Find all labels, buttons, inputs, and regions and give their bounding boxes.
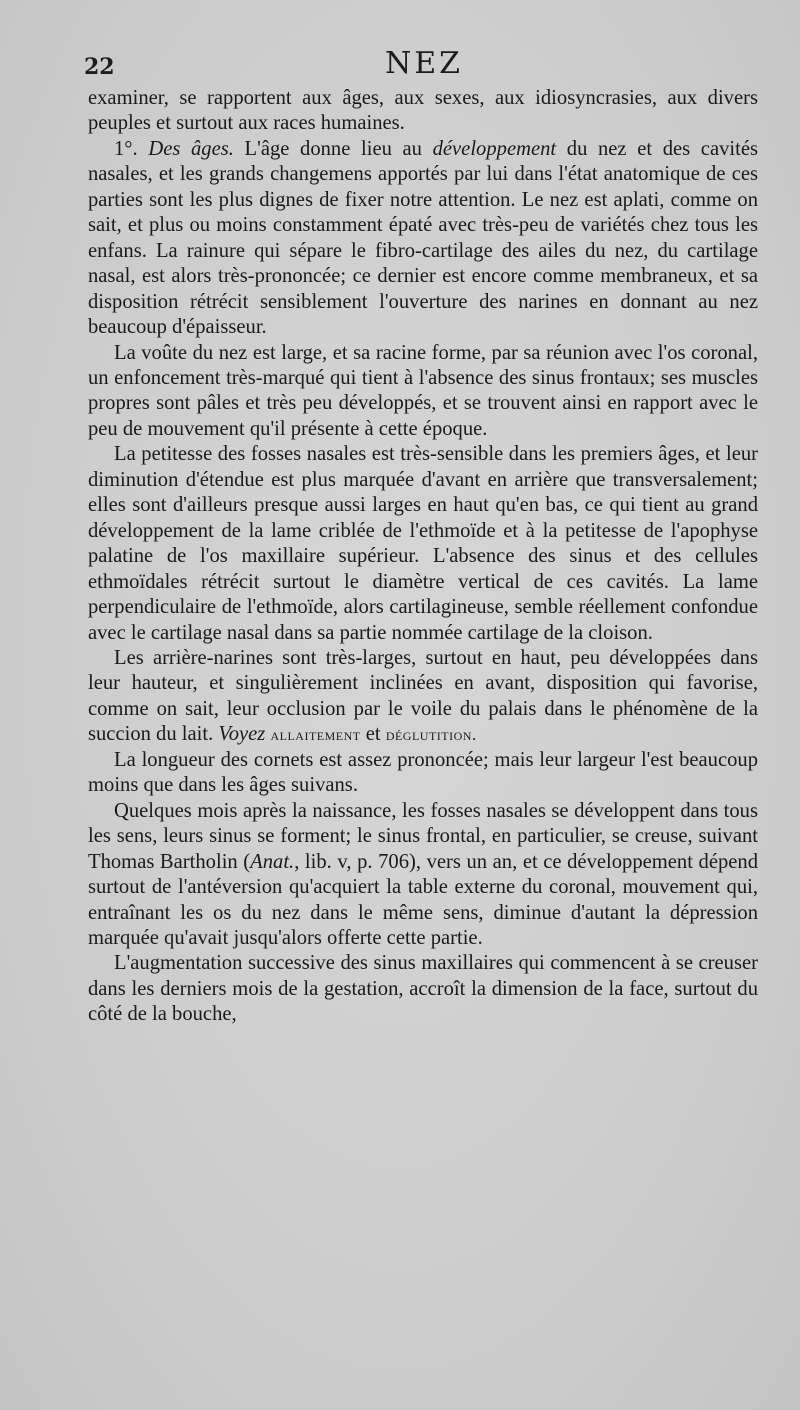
paragraph: [88, 799, 758, 952]
body-text: [88, 86, 758, 1028]
cross-reference: déglutition.: [385, 725, 477, 745]
connector: et: [365, 723, 381, 746]
running-head: NEZ: [385, 46, 463, 81]
paragraph-text: du nez et des cavités nasales, et les grands changemens apportés par lui dans l'état anatomique de ces parties sont les plus dignes de fixer notre attention. Le nez est aplati, comme on sait, et plus ou moins constamment épaté avec très-peu de variétés chez tous les enfans. La rainure qui sépare le fibro-cartilage des ailes du nez, du cartilage nasal, est alors très-prononcée; ce dernier est encore comme membraneux, et sa disposition rétrécit sensiblement l'ouverture des narines en donnant au nez beaucoup d'épaisseur.: [88, 137, 758, 339]
cross-reference: allaitement: [270, 725, 361, 745]
paragraph: examiner, se rapportent aux âges, aux sexes, aux idiosyncrasies, aux divers peuples et surtout aux races humaines.: [88, 87, 758, 135]
paragraph: L'augmentation successive des sinus maxillaires qui commencent à se creuser dans les derniers mois de la gestation, accroît la dimension de la face, surtout du côté de la bouche,: [88, 952, 758, 1026]
paragraph-text: Quelques mois après la naissance, les fosses nasales se développent dans tous les sens, leurs sinus se forment; le sinus frontal, en particulier, se creuse, suivant Thomas Bartholin (: [88, 799, 758, 873]
see-label: Voyez: [218, 723, 266, 746]
paragraph-text: L'âge donne lieu au: [244, 137, 422, 160]
paragraph: La petitesse des fosses nasales est très-sensible dans les premiers âges, et leur diminution d'étendue est plus marquée d'avant en arrière que transversalement; elles sont d'ailleurs presque aussi larges en haut qu'en bas, ce qui tient au grand développement de la lame criblée de l'ethmoïde et à la petitesse de l'apophyse palatine de l'os maxillaire supérieur. L'absence des sinus et des cellules ethmoïdales rétrécit surtout le diamètre vertical de ces cavités. La lame perpendiculaire de l'ethmoïde, alors cartilagineuse, semble réellement confondue avec le cartilage nasal dans sa partie nommée cartilage de la cloison.: [88, 443, 758, 644]
paragraph: [88, 646, 758, 748]
emphasis-term: développement: [432, 137, 557, 160]
paragraph: [88, 137, 758, 341]
paragraph-text: Les arrière-narines sont très-larges, surtout en haut, peu développées dans leur hauteur, et singulièrement inclinées en avant, disposition qui favorise, comme on sait, leur occlusion par le voile du palais dans le phénomène de la succion du lait.: [88, 646, 758, 746]
section-title: Des âges.: [148, 137, 234, 160]
page-header: [84, 46, 764, 86]
paragraph-text: , lib. v, p. 706), vers un an, et ce développement dépend surtout de l'antéversion qu'acquiert la table externe du coronal, mouvement qui, entraînant les os du nez dans le même sens, diminue d'autant la dépression marquée qu'avait jusqu'alors offerte cette partie.: [88, 850, 758, 949]
section-number: 1°.: [114, 137, 138, 160]
page-number: 22: [84, 54, 115, 80]
citation: Anat.: [250, 850, 295, 873]
paragraph: La longueur des cornets est assez prononcée; mais leur largeur l'est beaucoup moins que dans les âges suivans.: [88, 748, 758, 797]
paragraph: La voûte du nez est large, et sa racine forme, par sa réunion avec l'os coronal, un enfoncement très-marqué qui tient à l'absence des sinus frontaux; ses muscles propres sont pâles et très peu développés, et se trouvent ainsi en rapport avec le peu de mouvement qu'il présente à cette époque.: [88, 341, 758, 440]
